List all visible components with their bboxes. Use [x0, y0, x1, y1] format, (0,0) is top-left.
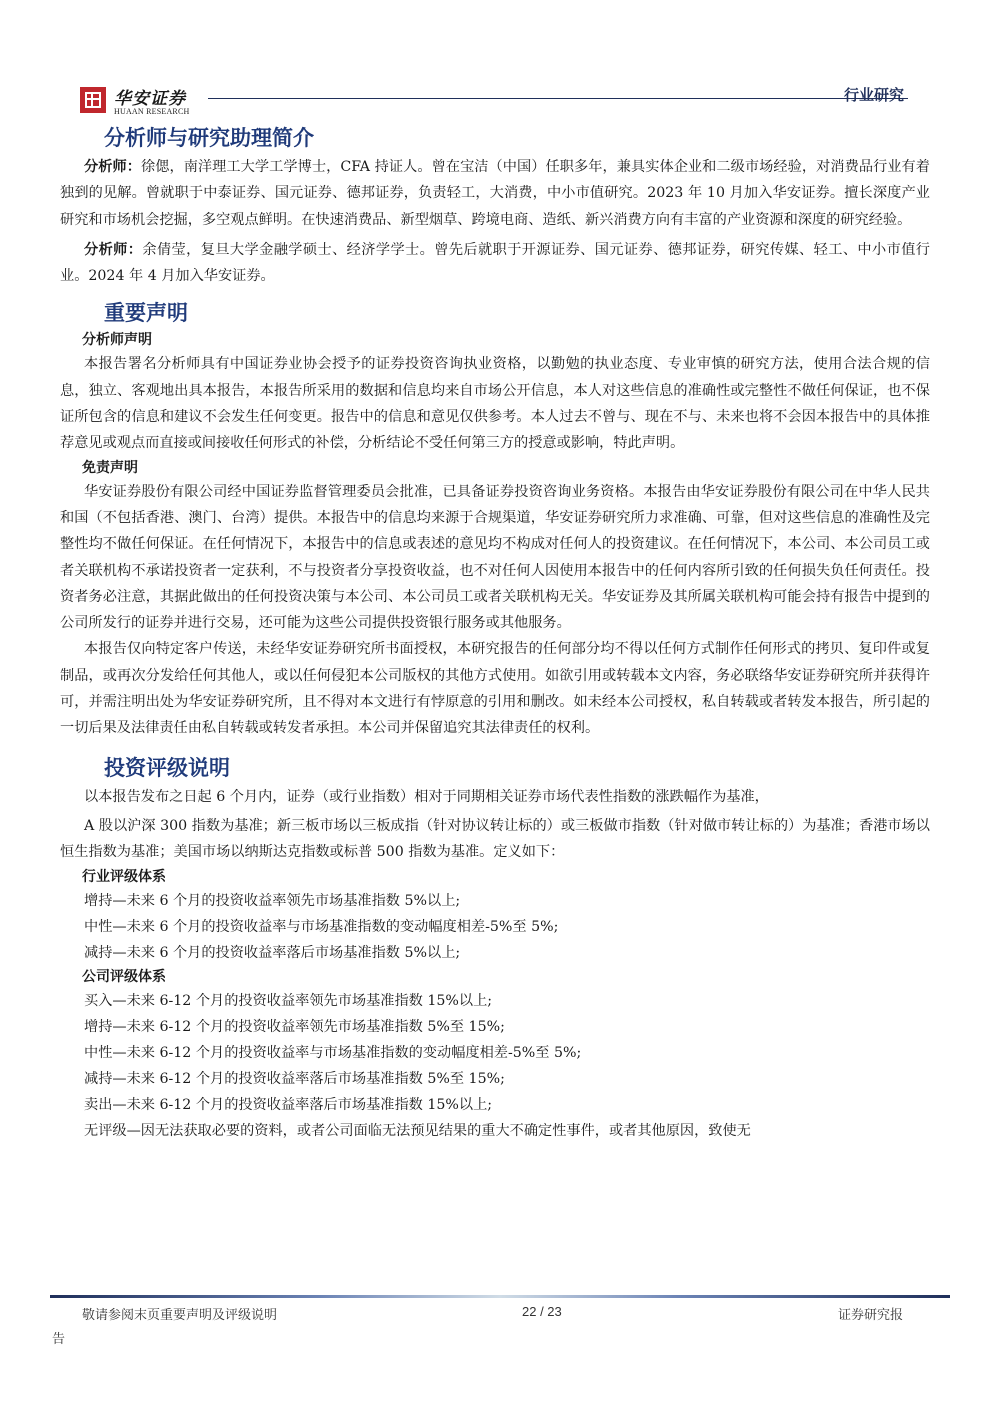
subtitle-analyst-statement: 分析师声明: [82, 332, 152, 349]
analyst-label: 分析师：: [84, 159, 141, 175]
company-rating-item: 买入—未来 6-12 个月的投资收益率领先市场基准指数 15%以上;: [84, 992, 493, 1009]
analyst-label: 分析师：: [84, 241, 143, 258]
disclaimer-paragraph-1: 华安证券股份有限公司经中国证券监督管理委员会批准，已具备证券投资咨询业务资格。本报告由华安证券股份有限公司在中华人民共和国（不包括香港、澳门、台湾）提供。本报告中的信息均来源于合规渠道，华安证券研究所力求准确、可靠，但对这些信息的准确性及完整性均不做任何保证。在任何情况下，本报告中的信息或表述的意见均不构成对任何人的投资建议。在任何情况下，本公司、本公司员工或者关联机构不承诺投资者一定获利，不与投资者分享投资收益，也不对任何人因使用本报告中的任何内容所引致的任何损失负任何责任。投资者务必注意，其据此做出的任何投资决策与本公司、本公司员工或者关联机构无关。华安证券及其所属关联机构可能会持有报告中提到的公司所发行的证券并进行交易，还可能为这些公司提供投资银行服务或其他服务。: [60, 483, 930, 632]
company-rating-item: 减持—未来 6-12 个月的投资收益率落后市场基准指数 5%至 15%;: [84, 1070, 505, 1087]
rating-benchmarks: A 股以沪深 300 指数为基准；新三板市场以三板成指（针对协议转让标的）或三板做市指数（针对做市转让标的）为基准；香港市场以恒生指数为基准；美国市场以纳斯达克指数或标普 500 指数为基准。定义如下：: [60, 817, 930, 861]
disclaimer-paragraph-2: 本报告仅向特定客户传送，未经华安证券研究所书面授权，本研究报告的任何部分均不得以任何方式制作任何形式的拷贝、复印件或复制品，或再次分发给任何其他人，或以任何侵犯本公司版权的其他方式使用。如欲引用或转载本文内容，务必联络华安证券研究所并获得许可，并需注明出处为华安证券研究所，且不得对本文进行有悖原意的引用和删改。如未经本公司授权，私自转载或者转发本报告，所引起的一切后果及法律责任由私自转载或转发者承担。本公司并保留追究其法律责任的权利。: [60, 641, 930, 737]
subtitle-disclaimer: 免责声明: [82, 459, 138, 476]
analyst-statement-text: 本报告署名分析师具有中国证券业协会授予的证券投资咨询执业资格，以勤勉的执业态度、专业审慎的研究方法，使用合法合规的信息，独立、客观地出具本报告，本报告所采用的数据和信息均来自市场公开信息，本人对这些信息的准确性或完整性不做任何保证，也不保证所包含的信息和建议不会发生任何变更。报告中的信息和意见仅供参考。本人过去不曾与、现在不与、未来也将不会因本报告中的具体推荐意见或观点而直接或间接收任何形式的补偿，分析结论不受任何第三方的授意或影响，特此声明。: [60, 356, 930, 452]
footer-report-type-wrap: 告: [52, 1332, 66, 1347]
subtitle-industry-rating: 行业评级体系: [82, 868, 166, 885]
logo-chinese-name: 华安证券: [114, 89, 186, 109]
rating-intro: 以本报告发布之日起 6 个月内，证券（或行业指数）相对于同期相关证券市场代表性指数的涨跌幅作为基准，: [84, 788, 769, 805]
report-category: 行业研究: [843, 86, 904, 104]
company-rating-item: 中性—未来 6-12 个月的投资收益率与市场基准指数的变动幅度相差-5%至 5%;: [84, 1044, 582, 1061]
footer-notice: 敬请参阅末页重要声明及评级说明: [82, 1308, 278, 1323]
subtitle-company-rating: 公司评级体系: [82, 968, 166, 985]
analyst-bio: [60, 154, 930, 233]
industry-rating-item: 中性—未来 6 个月的投资收益率与市场基准指数的变动幅度相差-5%至 5%;: [84, 918, 559, 935]
footer-report-type: 证券研究报: [838, 1308, 904, 1323]
header-divider: [208, 98, 908, 99]
analyst-bio-text: 余倩莹，复旦大学金融学硕士、经济学学士。曾先后就职于开源证券、国元证券、德邦证券，研究传媒、轻工、中小市值行业。2024 年 4 月加入华安证券。: [60, 241, 930, 285]
section-title-rating: 投资评级说明: [104, 754, 230, 780]
footer-divider: [50, 1295, 950, 1298]
industry-rating-item: 减持—未来 6 个月的投资收益率落后市场基准指数 5%以上;: [84, 944, 461, 961]
section-title-statement: 重要声明: [104, 300, 188, 326]
logo-english-name: HUAAN RESEARCH: [114, 107, 190, 116]
page-header: [80, 84, 910, 124]
page-content: [60, 122, 930, 1144]
section-title-analysts: 分析师与研究助理简介: [104, 125, 314, 150]
huaan-logo-seal-icon: [80, 87, 106, 113]
company-rating-item: 增持—未来 6-12 个月的投资收益率领先市场基准指数 5%至 15%;: [84, 1018, 505, 1035]
analyst-bio-text: 徐偲，南洋理工大学工学博士，CFA 持证人。曾在宝洁（中国）任职多年，兼具实体企业和二级市场经验，对消费品行业有着独到的见解。曾就职于中泰证券、国元证券、德邦证券，负责轻工，大消费，中小市值研究。2023 年 10 月加入华安证券。擅长深度产业研究和市场机会挖掘，多空观点鲜明。在快速消费品、新型烟草、跨境电商、造纸、新兴消费方向有丰富的产业资源和深度的研究经验。: [60, 159, 930, 228]
company-rating-item: 无评级—因无法获取必要的资料，或者公司面临无法预见结果的重大不确定性事件，或者其他原因，致使无: [84, 1122, 751, 1139]
industry-rating-item: 增持—未来 6 个月的投资收益率领先市场基准指数 5%以上;: [84, 892, 461, 909]
company-rating-item: 卖出—未来 6-12 个月的投资收益率落后市场基准指数 15%以上;: [84, 1096, 493, 1113]
analyst-bio: [60, 237, 930, 290]
page-number: 22 / 23: [522, 1304, 562, 1319]
